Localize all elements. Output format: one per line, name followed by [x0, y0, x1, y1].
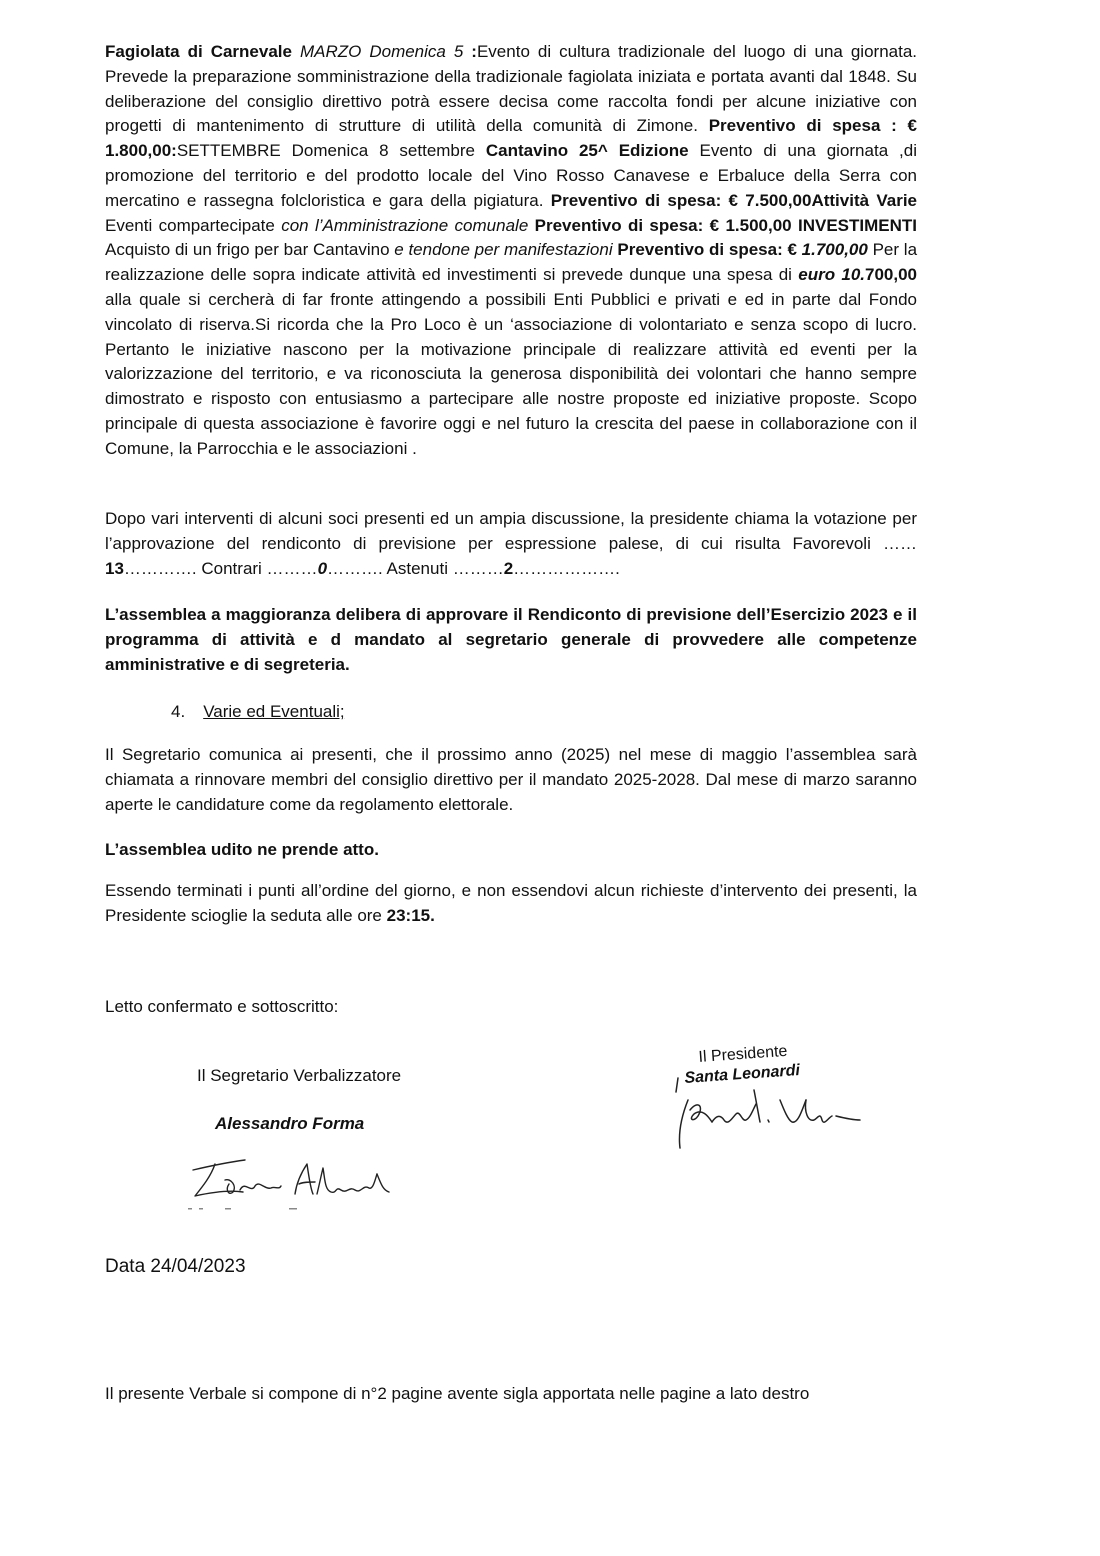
- cantavino-description: Evento di una giornata ,di promozione del territorio e del prodotto locale del Vino Rosso Canavese e Erbaluce della Serra con mercatino e rassegna folcloristica e gara della pigiatura.: [105, 141, 917, 210]
- budget-cantavino: Preventivo di spesa: € 7.500,00Attività Varie: [550, 190, 918, 210]
- activities-description: Eventi compartecipate: [105, 215, 282, 235]
- confirmed-line: Letto confermato e sottoscritto:: [105, 997, 339, 1016]
- agenda-item-4: [171, 700, 345, 725]
- vote-intro: Dopo vari interventi di alcuni soci presenti ed un ampia discussione, la presidente chiama la votazione per l’approvazione del rendiconto di previsione per espressione palese, di cui risulta: [105, 509, 917, 553]
- event-name-fagiolata: Fagiolata di Carnevale: [105, 42, 292, 61]
- budget-fagiolata: Preventivo di spesa : € 1.800,00:: [105, 116, 917, 161]
- colon: :: [463, 42, 477, 61]
- total-euro: euro 10.: [798, 265, 865, 285]
- budget-activities: Preventivo di spesa: € 1.500,00 INVESTIMENTI: [528, 215, 918, 235]
- paragraph-activities: [105, 40, 917, 462]
- secretary-note: Il Segretario comunica ai presenti, che il prossimo anno (2025) nel mese di maggio l’assemblea sarà chiamata a rinnovare membri del consiglio direttivo per il mandato 2025-2028. Dal mese di marzo saranno aperte le candidature come da regolamento elettorale.: [105, 745, 917, 814]
- agenda-item-label: Varie ed Eventuali;: [203, 702, 345, 721]
- total-value: 700,00: [865, 265, 917, 285]
- paragraph-vote: [105, 507, 917, 581]
- acknowledged: L’assemblea udito ne prende atto.: [105, 840, 379, 859]
- activities-partner: con l’Amministrazione comunale: [281, 215, 529, 235]
- closing-text: Essendo terminati i punti all’ordine del giorno, e non essendovi alcun richieste d’intervento dei presenti, la Presidente scioglie la seduta alle ore: [105, 881, 917, 925]
- closing-time: 23:15.: [386, 905, 435, 925]
- vote-astenuti-label: ………. Astenuti ………: [327, 558, 504, 578]
- event-date-fagiolata: MARZO Domenica 5: [291, 42, 464, 61]
- vote-contrari-label: …………. Contrari ………: [123, 558, 318, 578]
- footer-note: Il presente Verbale si compone di n°2 pagine avente sigla apportata nelle pagine a lato destro: [105, 1384, 810, 1403]
- vote-astenuti-count: 2: [503, 558, 514, 578]
- secretary-name: Alessandro Forma: [215, 1114, 365, 1133]
- date: Data 24/04/2023: [105, 1256, 246, 1277]
- secretary-signature: [185, 1150, 400, 1215]
- vote-favorevoli-label: Favorevoli ……: [792, 533, 918, 553]
- vote-contrari-count: 0: [317, 558, 328, 578]
- president-title: Il Presidente: [698, 1042, 788, 1066]
- closing-paragraph: [105, 879, 917, 929]
- agenda-item-number: 4.: [171, 702, 186, 721]
- event-name-cantavino: Cantavino 25^ Edizione: [485, 141, 689, 161]
- budget-investments-label: Preventivo di spesa: €: [612, 240, 802, 260]
- vote-dots: ……………….: [513, 558, 620, 578]
- secretary-title: Il Segretario Verbalizzatore: [197, 1066, 402, 1085]
- event-date-cantavino: SETTEMBRE Domenica 8 settembre: [176, 141, 486, 161]
- president-name: Santa Leonardi: [684, 1061, 801, 1087]
- budget-investments-value: 1.700,00: [801, 240, 868, 260]
- investments-tent: e tendone per manifestazioni: [394, 240, 613, 260]
- resolution: L’assemblea a maggioranza delibera di approvare il Rendiconto di previsione dell’Esercizio 2023 e il programma di attività e d mandato al segretario generale di provvedere alle competenze amministrative e di segreteria.: [105, 605, 917, 674]
- investments-description: Acquisto di un frigo per bar Cantavino: [105, 240, 395, 260]
- president-signature: [668, 1060, 868, 1155]
- total-intro: Per la realizzazione delle sopra indicate attività ed investimenti si prevede dunque una spesa di: [105, 240, 918, 285]
- fagiolata-description: Evento di cultura tradizionale del luogo di una giornata. Prevede la preparazione somministrazione della tradizionale fagiolata iniziata e portata avanti dal 1848. Su deliberazione del consiglio direttivo potrà essere decisa come raccolta fondi per alcune iniziative con progetti di mantenimento di strutture di utilità della comunità di Zimone.: [105, 42, 918, 136]
- vote-favorevoli-count: 13: [105, 558, 124, 578]
- paragraph-closing: alla quale si cercherà di far fronte attingendo a possibili Enti Pubblici e privati e ed in parte dal Fondo vincolato di riserva.Si ricorda che la Pro Loco è un ‘associazione di volontariato e senza scopo di lucro. Pertanto le iniziative nascono per la motivazione principale di realizzare attività ed eventi per la valorizzazione del territorio, e va riconosciuta la generosa disponibilità dei volontari che hanno sempre dimostrato e risposto con entusiasmo a partecipare alle nostre proposte ed iniziative proposte. Scopo principale di questa associazione è favorire oggi e nel futuro la crescita del paese in collaborazione con il Comune, la Parrocchia e le associazioni .: [105, 289, 917, 458]
